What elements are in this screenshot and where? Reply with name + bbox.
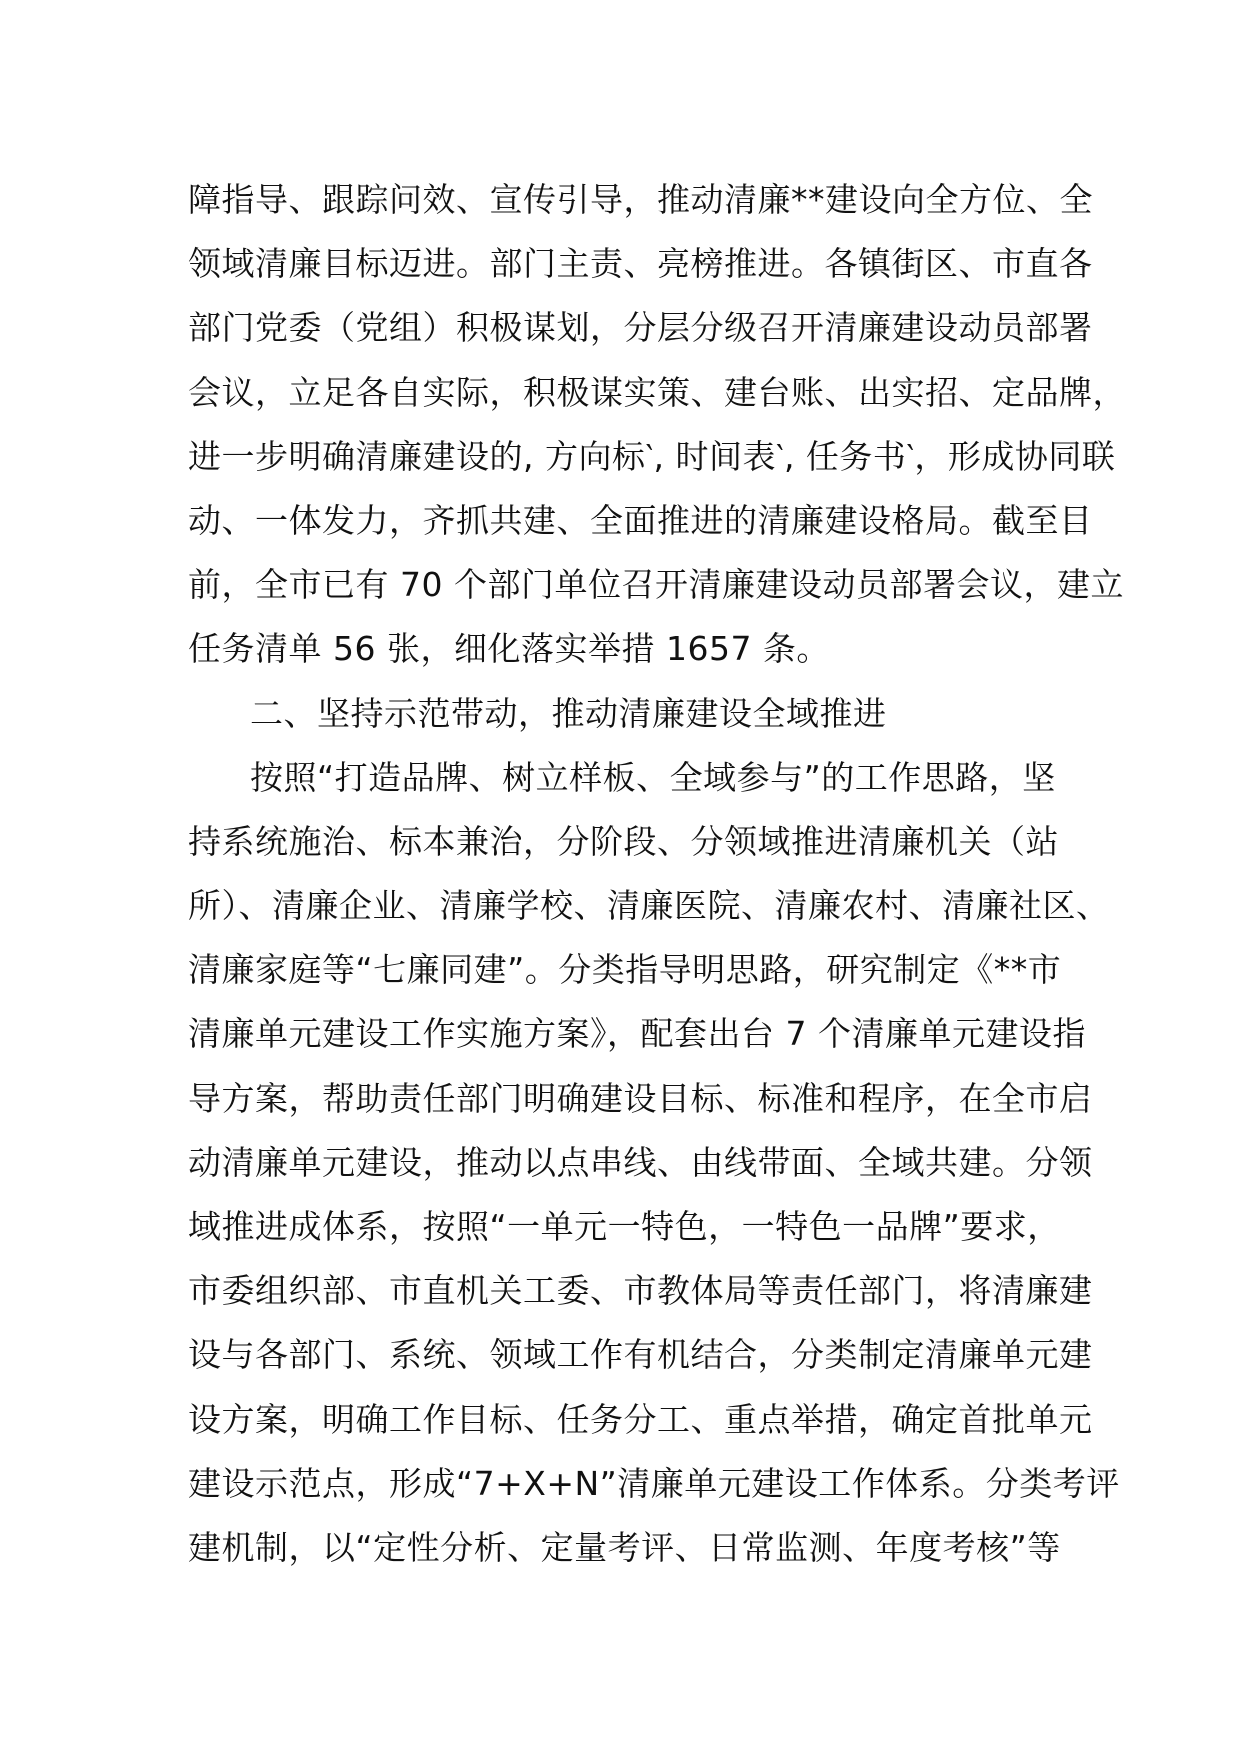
paragraph-line: 会议，立足各自实际，积极谋实策、建台账、出实招、定品牌， [188,372,1126,412]
paragraph-line: 设与各部门、系统、领域工作有机结合，分类制定清廉单元建 [188,1335,1093,1375]
section-heading: 二、坚持示范带动，推动清廉建设全域推进 [250,693,887,733]
paragraph-line: 任务清单 56 张，细化落实举措 1657 条。 [188,629,830,669]
paragraph-line: 进一步明确清廉建设的, 方向标‵, 时间表‵, 任务书‵，形成协同联 [188,436,1116,476]
paragraph-line: 清廉单元建设工作实施方案》，配套出台 7 个清廉单元建设指 [188,1014,1086,1054]
body-text [188,168,1126,1580]
paragraph-line: 障指导、跟踪问效、宣传引导，推动清廉**建设向全方位、全 [188,180,1093,219]
paragraph-line: 领域清廉目标迈进。部门主责、亮榜推进。各镇街区、市直各 [188,244,1093,284]
paragraph-line: 部门党委（党组）积极谋划，分层分级召开清廉建设动员部署 [188,308,1093,348]
paragraph-line: 动、一体发力，齐抓共建、全面推进的清廉建设格局。截至目 [188,500,1093,540]
paragraph-line: 持系统施治、标本兼治，分阶段、分领域推进清廉机关（站 [188,821,1059,861]
paragraph-line: 前，全市已有 70 个部门单位召开清廉建设动员部署会议，建立 [188,565,1124,605]
paragraph-line: 导方案，帮助责任部门明确建设目标、标准和程序，在全市启 [188,1078,1093,1118]
paragraph-line: 市委组织部、市直机关工委、市教体局等责任部门，将清廉建 [188,1271,1093,1311]
paragraph-line: 建设示范点，形成“7+X+N”清廉单元建设工作体系。分类考评 [188,1463,1120,1503]
paragraph-line: 设方案，明确工作目标、任务分工、重点举措，确定首批单元 [188,1399,1093,1439]
paragraph-line: 动清廉单元建设，推动以点串线、由线带面、全域共建。分领 [188,1142,1093,1182]
paragraph-line: 所）、清廉企业、清廉学校、清廉医院、清廉农村、清廉社区、 [188,886,1110,926]
paragraph-line: 清廉家庭等“七廉同建”。分类指导明思路，研究制定《**市 [188,950,1062,990]
paragraph-line: 建机制，以“定性分析、定量考评、日常监测、年度考核”等 [188,1527,1061,1567]
paragraph-line: 按照“打造品牌、树立样板、全域参与”的工作思路，坚 [250,757,1056,797]
paragraph-line: 域推进成体系，按照“一单元一特色，一特色一品牌”要求， [188,1207,1061,1246]
